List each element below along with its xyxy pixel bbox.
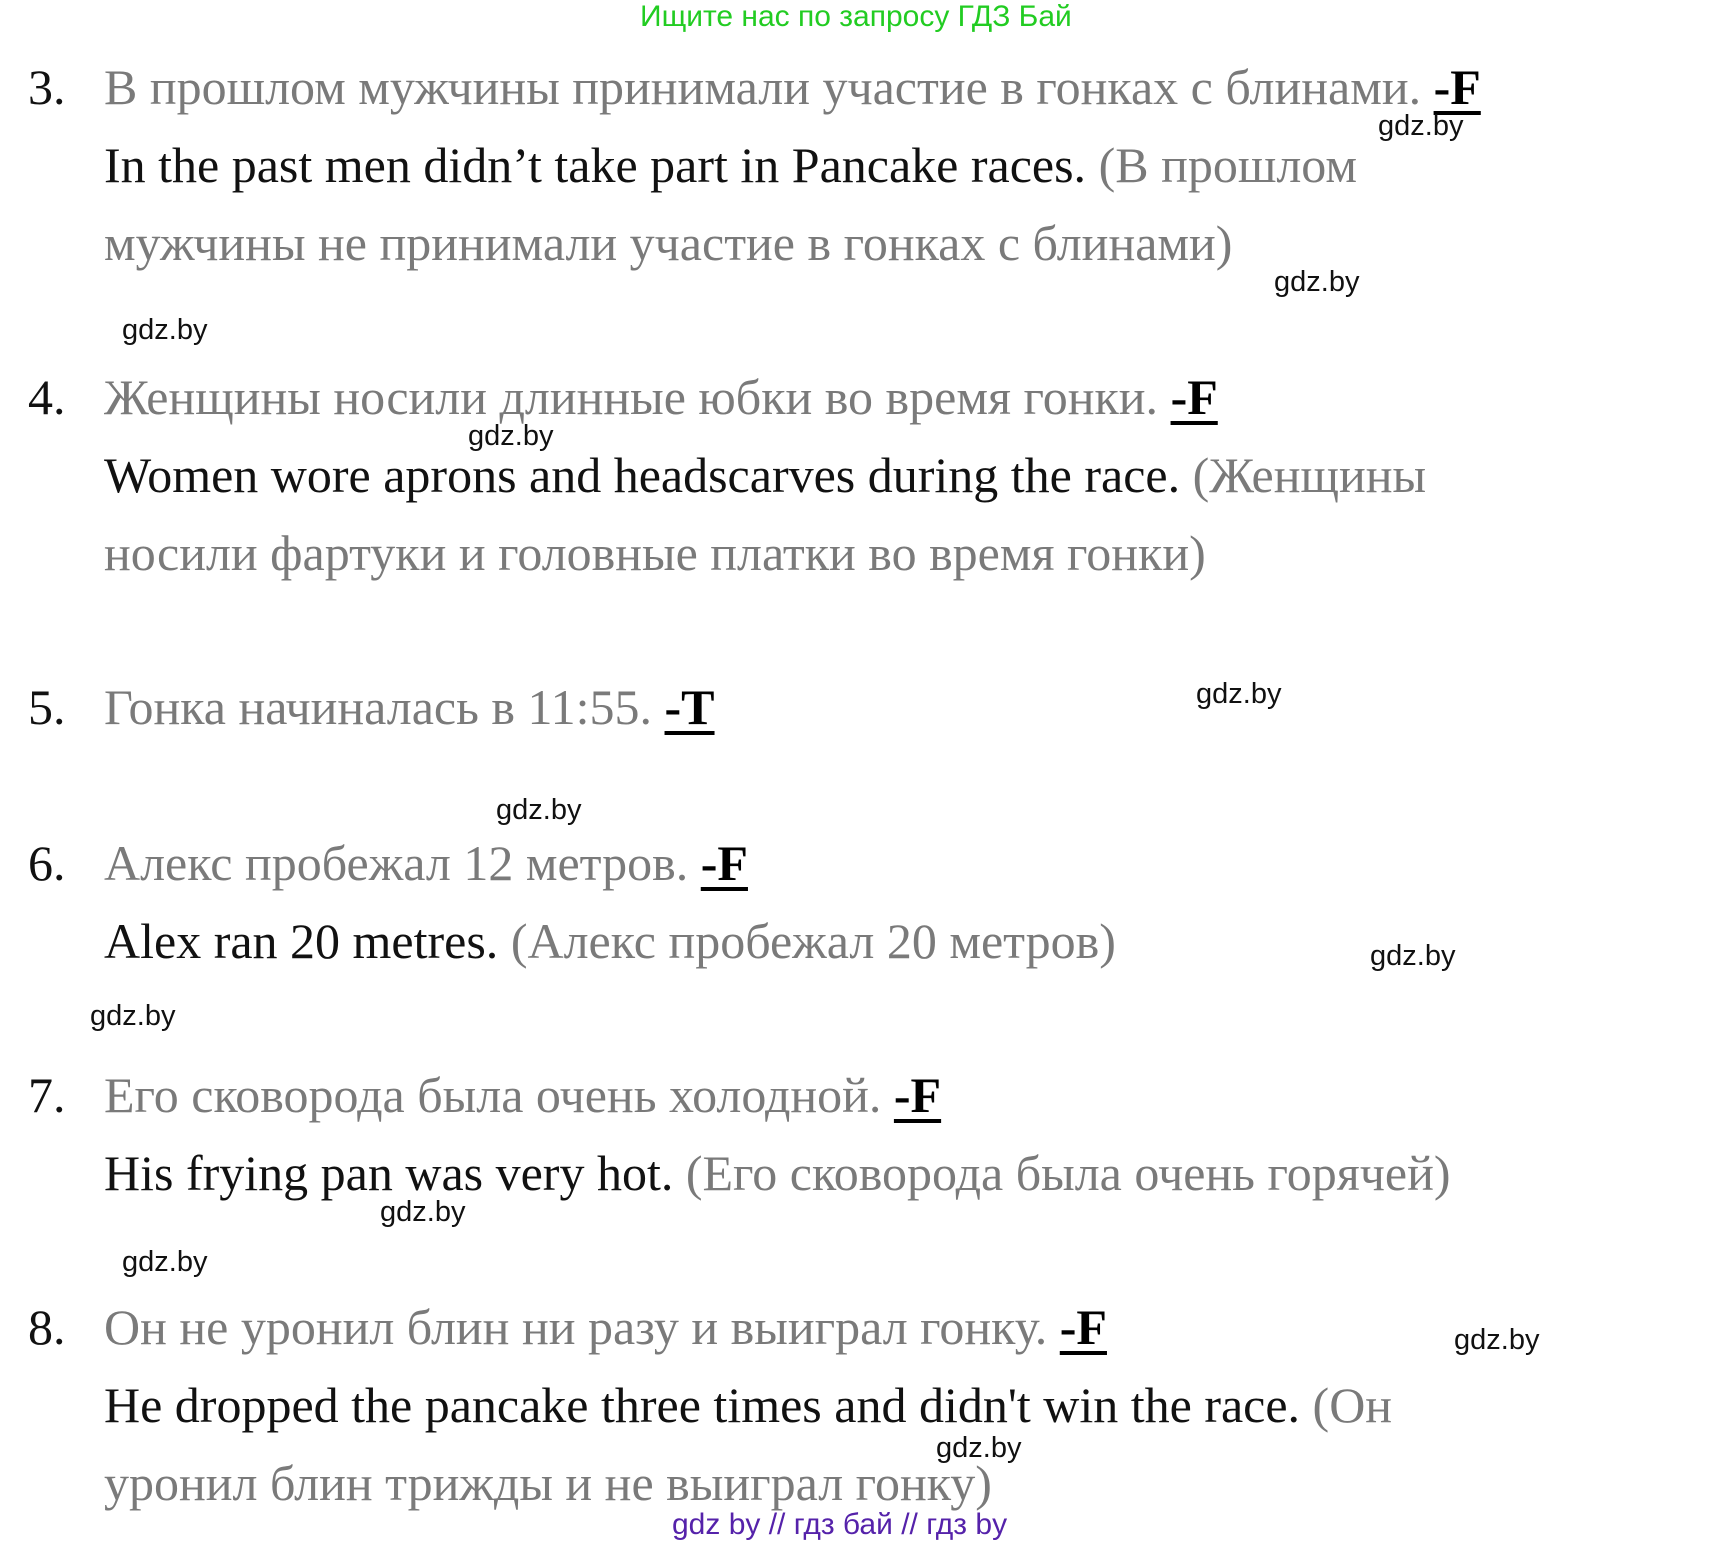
statement-line: [104, 58, 1481, 116]
watermark: gdz.by: [122, 314, 208, 346]
answer-mark: -F: [1059, 1299, 1107, 1355]
statement-line: [104, 834, 748, 892]
item-number: 7.: [28, 1067, 66, 1123]
correction-line: [104, 136, 1357, 194]
correction-en: Women wore aprons and headscarves during the race.: [104, 447, 1181, 503]
translation: (Он: [1312, 1377, 1393, 1433]
translation: (Алекс пробежал 20 метров): [510, 913, 1116, 969]
statement-line: [104, 1298, 1107, 1356]
translation-continued: уронил блин трижды и не выиграл гонку): [104, 1455, 992, 1511]
correction-line: [104, 1376, 1392, 1434]
watermark: gdz.by: [936, 1432, 1022, 1464]
correction-en: Alex ran 20 metres.: [104, 913, 499, 969]
statement: Женщины носили длинные юбки во время гонки.: [104, 369, 1159, 425]
footer-watermark: gdz by // гдз бай // гдз by: [672, 1508, 1008, 1541]
translation-continued: носили фартуки и головные платки во время гонки): [104, 525, 1206, 581]
statement-line: [104, 368, 1218, 426]
answer-mark: -T: [664, 679, 715, 735]
watermark: gdz.by: [468, 420, 554, 452]
watermark: gdz.by: [1274, 266, 1360, 298]
search-banner: Ищите нас по запросу ГДЗ Бай: [640, 0, 1072, 33]
statement: Его сковорода была очень холодной.: [104, 1067, 882, 1123]
statement-line: [104, 1066, 941, 1124]
item-number: 4.: [28, 369, 66, 425]
watermark: gdz.by: [1454, 1324, 1540, 1356]
watermark: gdz.by: [380, 1196, 466, 1228]
translation: (Женщины: [1192, 447, 1427, 503]
correction-en: He dropped the pancake three times and didn't win the race.: [104, 1377, 1301, 1433]
answer-mark: -F: [1433, 59, 1481, 115]
translation-continued: мужчины не принимали участие в гонках с блинами): [104, 215, 1233, 271]
correction-line: [104, 446, 1426, 504]
translation: (Его сковорода была очень горячей): [685, 1145, 1451, 1201]
item-number: 6.: [28, 835, 66, 891]
item-number: 3.: [28, 59, 66, 115]
translation: (В прошлом: [1098, 137, 1357, 193]
statement: Гонка начиналась в 11:55.: [104, 679, 653, 735]
correction-en: His frying pan was very hot.: [104, 1145, 674, 1201]
watermark: gdz.by: [1370, 940, 1456, 972]
watermark: gdz.by: [496, 794, 582, 826]
statement: Он не уронил блин ни разу и выиграл гонку.: [104, 1299, 1048, 1355]
statement: В прошлом мужчины принимали участие в гонках с блинами.: [104, 59, 1422, 115]
correction-en: In the past men didn’t take part in Pancake races.: [104, 137, 1087, 193]
item-number: 5.: [28, 679, 66, 735]
watermark: gdz.by: [1196, 678, 1282, 710]
watermark: gdz.by: [1378, 110, 1464, 142]
item-number: 8.: [28, 1299, 66, 1355]
answer-mark: -F: [1170, 369, 1218, 425]
statement: Алекс пробежал 12 метров.: [104, 835, 689, 891]
watermark: gdz.by: [90, 1000, 176, 1032]
statement-line: [104, 678, 715, 736]
watermark: gdz.by: [122, 1246, 208, 1278]
correction-line: [104, 1144, 1451, 1202]
answer-mark: -F: [893, 1067, 942, 1123]
correction-line: [104, 912, 1116, 970]
answer-mark: -F: [700, 835, 748, 891]
